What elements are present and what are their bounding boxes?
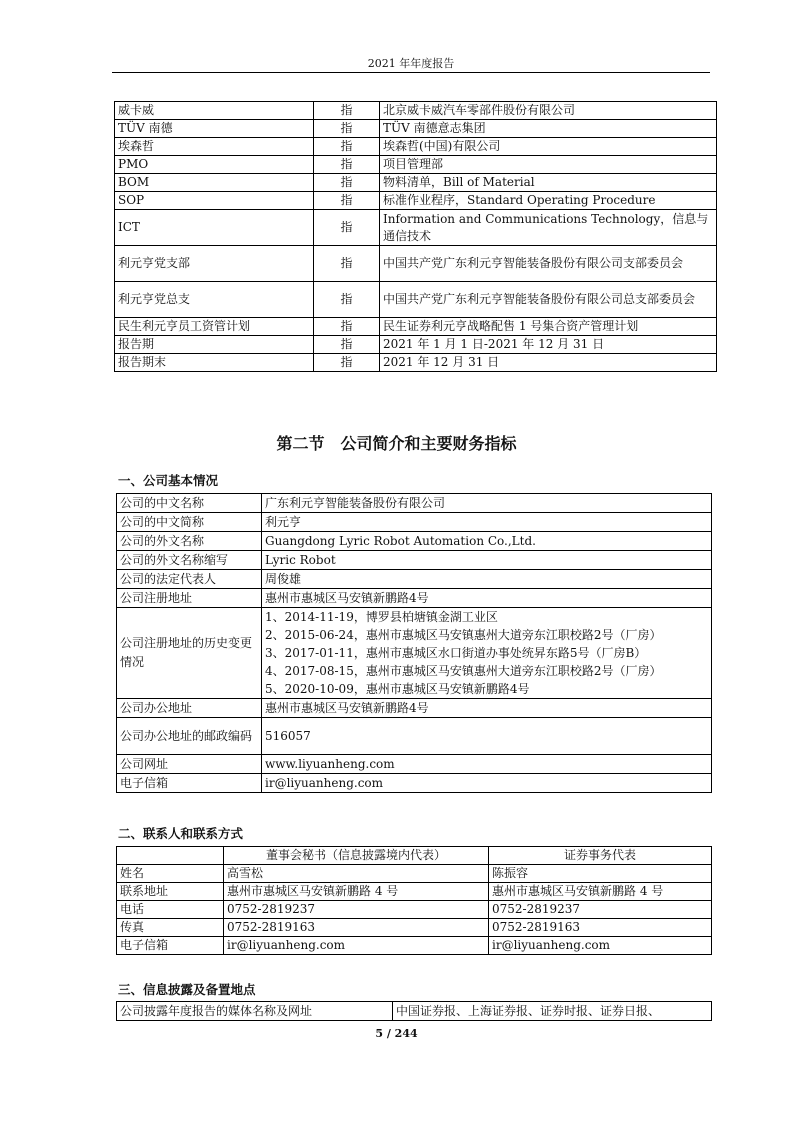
table-header-row	[117, 847, 712, 865]
glossary-definition: TÜV 南德意志集团	[380, 120, 717, 138]
row-value: www.liyuanheng.com	[262, 755, 712, 774]
glossary-term: 报告期末	[115, 354, 314, 372]
glossary-definition: 中国共产党广东利元亨智能装备股份有限公司支部委员会	[380, 246, 717, 282]
glossary-term: PMO	[115, 156, 314, 174]
table-row	[115, 354, 717, 372]
rep-value: 陈振容	[489, 865, 712, 883]
table-row	[117, 494, 712, 513]
table-row	[117, 919, 712, 937]
glossary-definition: 标准作业程序，Standard Operating Procedure	[380, 192, 717, 210]
glossary-sep: 指	[314, 192, 380, 210]
row-value: 中国证券报、上海证券报、证券时报、证券日报、	[393, 1002, 712, 1021]
table-row	[117, 513, 712, 532]
table-row	[115, 282, 717, 318]
glossary-sep: 指	[314, 102, 380, 120]
history-item: 2、2015-06-24，惠州市惠城区马安镇惠州大道旁东江职校路2号（厂房）	[265, 628, 662, 642]
page-header: 2021 年年度报告	[367, 57, 455, 70]
glossary-definition: 2021 年 12 月 31 日	[380, 354, 717, 372]
glossary-sep: 指	[314, 282, 380, 318]
row-label: 公司的外文名称缩写	[117, 551, 262, 570]
row-value: Guangdong Lyric Robot Automation Co.,Ltd.	[262, 532, 712, 551]
secretary-value: 惠州市惠城区马安镇新鹏路 4 号	[224, 883, 489, 901]
column-header-rep: 证券事务代表	[489, 847, 712, 865]
table-row	[115, 138, 717, 156]
row-value: 惠州市惠城区马安镇新鹏路4号	[262, 589, 712, 608]
table-row	[117, 699, 712, 718]
rep-value: ir@liyuanheng.com	[489, 937, 712, 955]
table-row	[117, 570, 712, 589]
glossary-definition: Information and Communications Technology，信息与通信技术	[380, 210, 717, 246]
table-row	[115, 192, 717, 210]
glossary-term: 威卡威	[115, 102, 314, 120]
history-item: 4、2017-08-15，惠州市惠城区马安镇惠州大道旁东江职校路2号（厂房）	[265, 664, 662, 678]
basic-info-heading: 一、公司基本情况	[118, 473, 219, 488]
table-row	[115, 120, 717, 138]
table-row	[115, 102, 717, 120]
glossary-sep: 指	[314, 120, 380, 138]
table-row	[117, 774, 712, 793]
disclosure-table	[116, 1001, 712, 1021]
row-label: 公司的中文简称	[117, 513, 262, 532]
row-label: 电话	[117, 901, 224, 919]
secretary-value: ir@liyuanheng.com	[224, 937, 489, 955]
row-label: 公司的中文名称	[117, 494, 262, 513]
table-row	[117, 901, 712, 919]
contact-table	[116, 846, 712, 955]
glossary-definition: 2021 年 1 月 1 日-2021 年 12 月 31 日	[380, 336, 717, 354]
rep-value: 0752-2819163	[489, 919, 712, 937]
row-value: ir@liyuanheng.com	[262, 774, 712, 793]
row-label: 电子信箱	[117, 774, 262, 793]
glossary-term: 利元亨党支部	[115, 246, 314, 282]
row-value: 周俊雄	[262, 570, 712, 589]
rep-value: 0752-2819237	[489, 901, 712, 919]
column-header-secretary: 董事会秘书（信息披露境内代表）	[224, 847, 489, 865]
glossary-term: 民生利元亨员工资管计划	[115, 318, 314, 336]
contact-heading: 二、联系人和联系方式	[118, 826, 244, 841]
glossary-term: ICT	[115, 210, 314, 246]
glossary-definition: 物料清单，Bill of Material	[380, 174, 717, 192]
glossary-term: SOP	[115, 192, 314, 210]
history-label: 公司注册地址的历史变更情况	[117, 608, 262, 699]
table-row	[117, 755, 712, 774]
row-value: 广东利元亨智能装备股份有限公司	[262, 494, 712, 513]
secretary-value: 0752-2819163	[224, 919, 489, 937]
table-row	[117, 532, 712, 551]
glossary-table	[114, 101, 717, 372]
basic-info-table	[116, 493, 712, 793]
table-row	[115, 156, 717, 174]
table-row	[117, 551, 712, 570]
row-value: 惠州市惠城区马安镇新鹏路4号	[262, 699, 712, 718]
table-row	[117, 589, 712, 608]
header-empty-cell	[117, 847, 224, 865]
rep-value: 惠州市惠城区马安镇新鹏路 4 号	[489, 883, 712, 901]
row-label: 传真	[117, 919, 224, 937]
history-item: 3、2017-01-11，惠州市惠城区水口街道办事处统昇东路5号（厂房B）	[265, 646, 647, 660]
row-value: 利元亨	[262, 513, 712, 532]
row-label: 公司办公地址的邮政编码	[117, 718, 262, 755]
glossary-term: TÜV 南德	[115, 120, 314, 138]
row-label: 公司披露年度报告的媒体名称及网址	[117, 1002, 393, 1021]
history-row	[117, 608, 712, 699]
table-row	[115, 210, 717, 246]
row-label: 公司网址	[117, 755, 262, 774]
table-row	[117, 883, 712, 901]
header-divider	[112, 72, 710, 73]
row-label: 电子信箱	[117, 937, 224, 955]
table-row	[117, 937, 712, 955]
glossary-definition: 民生证券利元亨战略配售 1 号集合资产管理计划	[380, 318, 717, 336]
row-label: 公司办公地址	[117, 699, 262, 718]
table-row	[115, 336, 717, 354]
table-row	[117, 1002, 712, 1021]
glossary-sep: 指	[314, 246, 380, 282]
history-item: 5、2020-10-09，惠州市惠城区马安镇新鹏路4号	[265, 682, 530, 696]
table-row	[115, 174, 717, 192]
secretary-value: 高雪松	[224, 865, 489, 883]
glossary-term: 埃森哲	[115, 138, 314, 156]
row-label: 公司的法定代表人	[117, 570, 262, 589]
glossary-sep: 指	[314, 174, 380, 192]
glossary-sep: 指	[314, 318, 380, 336]
glossary-sep: 指	[314, 156, 380, 174]
row-label: 公司注册地址	[117, 589, 262, 608]
history-item: 1、2014-11-19，博罗县柏塘镇金湖工业区	[265, 610, 498, 624]
table-row	[115, 318, 717, 336]
row-value: Lyric Robot	[262, 551, 712, 570]
secretary-value: 0752-2819237	[224, 901, 489, 919]
glossary-term: BOM	[115, 174, 314, 192]
row-label: 姓名	[117, 865, 224, 883]
glossary-term: 报告期	[115, 336, 314, 354]
glossary-sep: 指	[314, 354, 380, 372]
row-value: 516057	[262, 718, 712, 755]
table-row	[117, 718, 712, 755]
table-row	[115, 246, 717, 282]
table-row	[117, 865, 712, 883]
glossary-sep: 指	[314, 138, 380, 156]
glossary-definition: 北京威卡威汽车零部件股份有限公司	[380, 102, 717, 120]
page-number: 5 / 244	[375, 1027, 418, 1040]
section-title: 第二节 公司简介和主要财务指标	[276, 434, 517, 453]
glossary-term: 利元亨党总支	[115, 282, 314, 318]
disclosure-heading: 三、信息披露及备置地点	[118, 982, 256, 997]
glossary-definition: 中国共产党广东利元亨智能装备股份有限公司总支部委员会	[380, 282, 717, 318]
glossary-definition: 项目管理部	[380, 156, 717, 174]
glossary-sep: 指	[314, 210, 380, 246]
glossary-definition: 埃森哲(中国)有限公司	[380, 138, 717, 156]
history-list	[262, 608, 712, 699]
row-label: 联系地址	[117, 883, 224, 901]
glossary-sep: 指	[314, 336, 380, 354]
row-label: 公司的外文名称	[117, 532, 262, 551]
